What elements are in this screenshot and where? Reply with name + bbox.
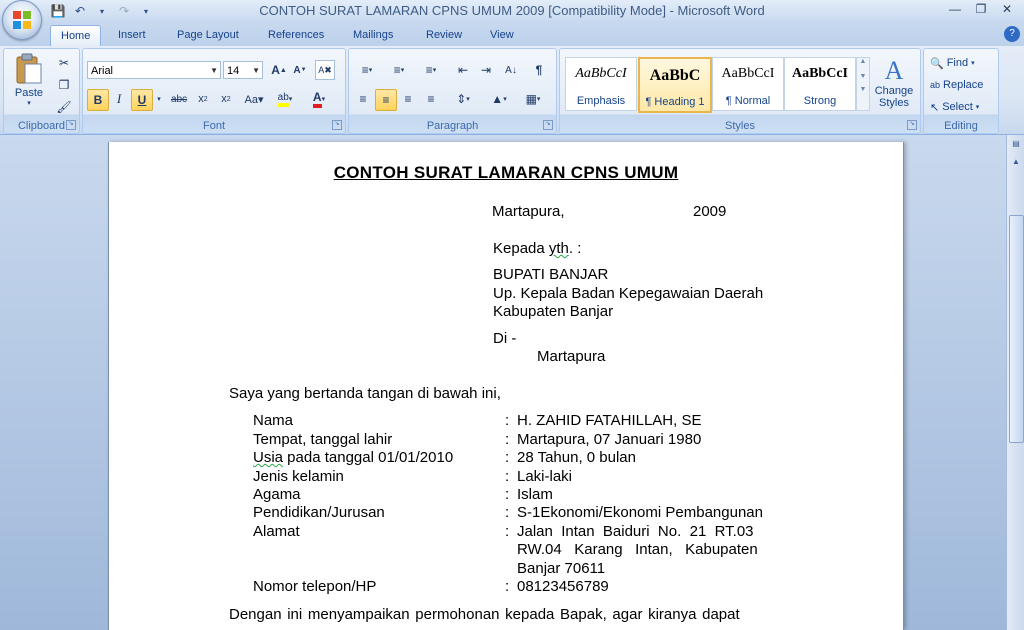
font-group-label: Font xyxy=(202,120,225,132)
close-icon[interactable]: ✕ xyxy=(1001,2,1013,16)
tab-review[interactable]: Review xyxy=(426,29,463,41)
change-styles-label: Change Styles xyxy=(874,85,914,109)
scroll-thumb[interactable] xyxy=(1009,215,1024,443)
field-label: Tempat, tanggal lahir xyxy=(253,431,393,448)
office-button[interactable] xyxy=(2,0,42,40)
increase-indent-icon[interactable]: ⇥ xyxy=(480,63,492,77)
field-label: Jenis kelamin xyxy=(253,468,344,485)
clear-formatting-icon[interactable]: A✖ xyxy=(315,60,335,80)
styles-launcher-icon[interactable]: ↘ xyxy=(907,120,917,130)
chevron-down-icon: ▼ xyxy=(210,66,218,75)
recipient-line-1: BUPATI BANJAR xyxy=(493,266,609,283)
window-title: CONTOH SURAT LAMARAN CPNS UMUM 2009 [Compatibility Mode] - Microsoft Word xyxy=(259,3,765,18)
clipboard-launcher-icon[interactable]: ↘ xyxy=(66,120,76,130)
select-button[interactable] xyxy=(930,98,979,116)
font-size-combo[interactable] xyxy=(223,61,263,79)
strikethrough-button[interactable]: abc xyxy=(170,93,188,105)
font-group xyxy=(82,48,346,134)
di-city: Martapura xyxy=(537,348,606,365)
style-normal[interactable] xyxy=(712,57,784,111)
editing-group xyxy=(923,48,999,134)
di-line: Di - xyxy=(493,330,517,347)
ribbon xyxy=(0,46,1024,135)
letter-place: Martapura, xyxy=(492,203,565,220)
field-value: Banjar 70611 xyxy=(517,560,606,577)
field-colon: : xyxy=(505,412,510,429)
change-case-button[interactable]: Aa▾ xyxy=(244,93,264,106)
field-label: Nomor telepon/HP xyxy=(253,578,377,595)
style-heading-1[interactable] xyxy=(638,57,712,113)
style-name: Strong xyxy=(803,95,837,107)
office-logo-icon xyxy=(12,10,32,30)
field-value: 28 Tahun, 0 bulan xyxy=(517,449,636,466)
shading-icon[interactable]: ▲ ▾ xyxy=(491,92,507,106)
field-value: RW.04 Karang Intan, Kabupaten xyxy=(517,541,758,558)
field-colon: : xyxy=(505,578,510,595)
help-icon[interactable]: ? xyxy=(1004,26,1020,42)
line-spacing-icon[interactable]: ⇕ ▾ xyxy=(456,92,470,106)
editing-group-label: Editing xyxy=(944,120,978,132)
title-bar xyxy=(0,0,1024,22)
replace-button[interactable] xyxy=(930,76,983,94)
more-styles-icon[interactable]: ▼ xyxy=(859,86,867,93)
paste-dropdown-icon: ▾ xyxy=(27,100,31,107)
tab-view[interactable]: View xyxy=(490,29,514,41)
replace-label: Replace xyxy=(943,79,984,91)
kepada-line xyxy=(493,240,581,259)
italic-button[interactable]: I xyxy=(116,91,122,106)
change-styles-icon: A xyxy=(884,56,904,85)
field-value: Martapura, 07 Januari 1980 xyxy=(517,431,702,448)
superscript-button[interactable]: x 2 xyxy=(221,93,231,105)
font-family-value: Arial xyxy=(91,65,114,77)
field-label: Usia pada tanggal 01/01/2010 xyxy=(253,449,454,466)
closing-paragraph: Dengan ini menyampaikan permohonan kepada Bapak, agar kiranya dapat xyxy=(229,606,740,623)
field-value: Jalan Intan Baiduri No. 21 RT.03 xyxy=(517,523,754,540)
show-formatting-icon[interactable]: ¶ xyxy=(535,63,543,77)
window-controls xyxy=(942,0,1020,18)
chevron-down-icon: ▼ xyxy=(252,66,260,75)
intro-paragraph: Saya yang bertanda tangan di bawah ini, xyxy=(229,385,501,402)
cursor-icon: ↖ xyxy=(930,101,940,114)
save-icon[interactable]: 💾 xyxy=(50,4,66,18)
tab-page-layout[interactable]: Page Layout xyxy=(177,29,239,41)
field-colon: : xyxy=(505,486,510,503)
paste-label: Paste xyxy=(14,87,44,99)
change-styles-button[interactable] xyxy=(871,55,917,111)
replace-icon: ab xyxy=(930,80,941,90)
kepada-suffix: . : xyxy=(568,240,582,257)
align-right-icon[interactable]: ≡ xyxy=(404,92,412,106)
style-sample: AaBbCcI xyxy=(791,66,848,81)
styles-scroller[interactable] xyxy=(856,57,870,111)
field-value: S-1Ekonomi/Ekonomi Pembangunan xyxy=(517,504,763,521)
underline-button[interactable]: U xyxy=(131,89,153,111)
styles-group xyxy=(559,48,921,134)
spelling-flag: Usia xyxy=(253,449,284,466)
field-label: Pendidikan/Jurusan xyxy=(253,504,385,521)
style-sample: AaBbCcI xyxy=(575,66,627,81)
paragraph-launcher-icon[interactable]: ↘ xyxy=(543,120,553,130)
clipboard-group-label: Clipboard xyxy=(17,120,66,132)
style-name: ¶ Normal xyxy=(725,95,771,107)
format-painter-icon[interactable]: 🖌 xyxy=(56,100,72,114)
vertical-scrollbar[interactable] xyxy=(1006,135,1024,630)
style-strong[interactable] xyxy=(784,57,856,111)
field-label: Agama xyxy=(253,486,301,503)
decrease-indent-icon[interactable]: ⇤ xyxy=(457,63,469,77)
paste-icon xyxy=(15,53,43,85)
cut-icon[interactable]: ✂ xyxy=(58,56,70,70)
highlight-color-icon[interactable]: ab ▾ xyxy=(273,89,297,109)
ribbon-tabs xyxy=(0,22,1024,46)
redo-icon[interactable]: ↷ xyxy=(118,4,130,18)
binoculars-icon: 🔍 xyxy=(930,57,944,70)
chevron-up-icon[interactable]: ▲ xyxy=(859,58,867,65)
find-label: Find xyxy=(946,57,969,69)
customize-qat-icon[interactable]: ▾ xyxy=(143,6,148,16)
field-value: Islam xyxy=(517,486,553,503)
sort-icon[interactable]: A↓ xyxy=(505,64,517,76)
style-emphasis[interactable] xyxy=(565,57,637,111)
field-colon: : xyxy=(505,449,510,466)
paragraph-group xyxy=(348,48,557,134)
field-colon: : xyxy=(505,504,510,521)
tab-home[interactable]: Home xyxy=(50,25,101,47)
undo-icon[interactable]: ↶ xyxy=(74,4,86,18)
bullets-icon[interactable]: ≡ ▾ xyxy=(361,63,373,77)
multilevel-list-icon[interactable]: ≡ ▾ xyxy=(425,63,437,77)
recipient-line-2: Up. Kepala Badan Kepegawaian Daerah xyxy=(493,285,764,302)
field-colon: : xyxy=(505,431,510,448)
tab-mailings[interactable]: Mailings xyxy=(353,29,394,41)
align-center-icon[interactable]: ≡ xyxy=(375,89,397,111)
document-title: CONTOH SURAT LAMARAN CPNS UMUM xyxy=(333,163,679,182)
kepada-yth: yth xyxy=(548,240,569,257)
field-value: H. ZAHID FATAHILLAH, SE xyxy=(517,412,702,429)
font-launcher-icon[interactable]: ↘ xyxy=(332,120,342,130)
clipboard-group xyxy=(3,48,80,134)
numbering-icon[interactable]: ≡ ▾ xyxy=(393,63,405,77)
underline-dropdown-icon[interactable]: ▾ xyxy=(157,96,161,103)
tab-insert[interactable]: Insert xyxy=(118,29,146,41)
paragraph-group-label: Paragraph xyxy=(426,120,479,132)
find-button[interactable] xyxy=(930,54,975,72)
style-sample: AaBbC xyxy=(649,67,701,84)
chevron-down-icon[interactable]: ▼ xyxy=(859,73,867,80)
font-family-combo[interactable] xyxy=(87,61,221,79)
align-left-icon[interactable]: ≡ xyxy=(359,92,367,106)
font-color-icon[interactable]: A ▾ xyxy=(307,89,331,109)
borders-icon[interactable]: ▦ ▾ xyxy=(525,92,541,106)
field-colon: : xyxy=(505,468,510,485)
justify-icon[interactable]: ≡ xyxy=(427,92,435,106)
font-size-value: 14 xyxy=(227,65,240,77)
dropdown-icon[interactable]: ▾ xyxy=(99,6,104,16)
minimize-icon[interactable]: — xyxy=(949,2,961,16)
paste-button[interactable] xyxy=(8,51,50,109)
field-colon: : xyxy=(505,523,510,540)
tab-references[interactable]: References xyxy=(268,29,325,41)
styles-group-label: Styles xyxy=(725,120,755,132)
letter-year: 2009 xyxy=(693,203,727,220)
recipient-line-3: Kabupaten Banjar xyxy=(493,303,614,320)
field-label: Nama xyxy=(253,412,294,429)
grow-font-icon[interactable]: A ▲ xyxy=(271,63,287,77)
kepada-prefix: Kepada xyxy=(493,240,549,257)
copy-icon[interactable]: ❐ xyxy=(58,78,70,92)
field-label: Alamat xyxy=(253,523,300,540)
bold-button[interactable]: B xyxy=(87,89,109,111)
scroll-up-icon[interactable]: ▲ xyxy=(1012,157,1020,166)
chevron-down-icon: ▾ xyxy=(975,104,980,111)
shrink-font-icon[interactable]: A ▼ xyxy=(293,64,307,76)
select-label: Select xyxy=(942,101,973,113)
field-value: Laki-laki xyxy=(517,468,573,485)
style-name: Emphasis xyxy=(576,95,626,107)
style-name: ¶ Heading 1 xyxy=(645,96,705,108)
subscript-button[interactable]: x 2 xyxy=(198,93,208,105)
field-value: 08123456789 xyxy=(517,578,609,595)
style-sample: AaBbCcI xyxy=(721,66,775,81)
chevron-down-icon: ▾ xyxy=(971,60,975,67)
restore-icon[interactable]: ❐ xyxy=(975,2,987,16)
ruler-toggle-icon[interactable]: ▤ xyxy=(1012,139,1020,148)
document-page[interactable] xyxy=(108,142,904,630)
